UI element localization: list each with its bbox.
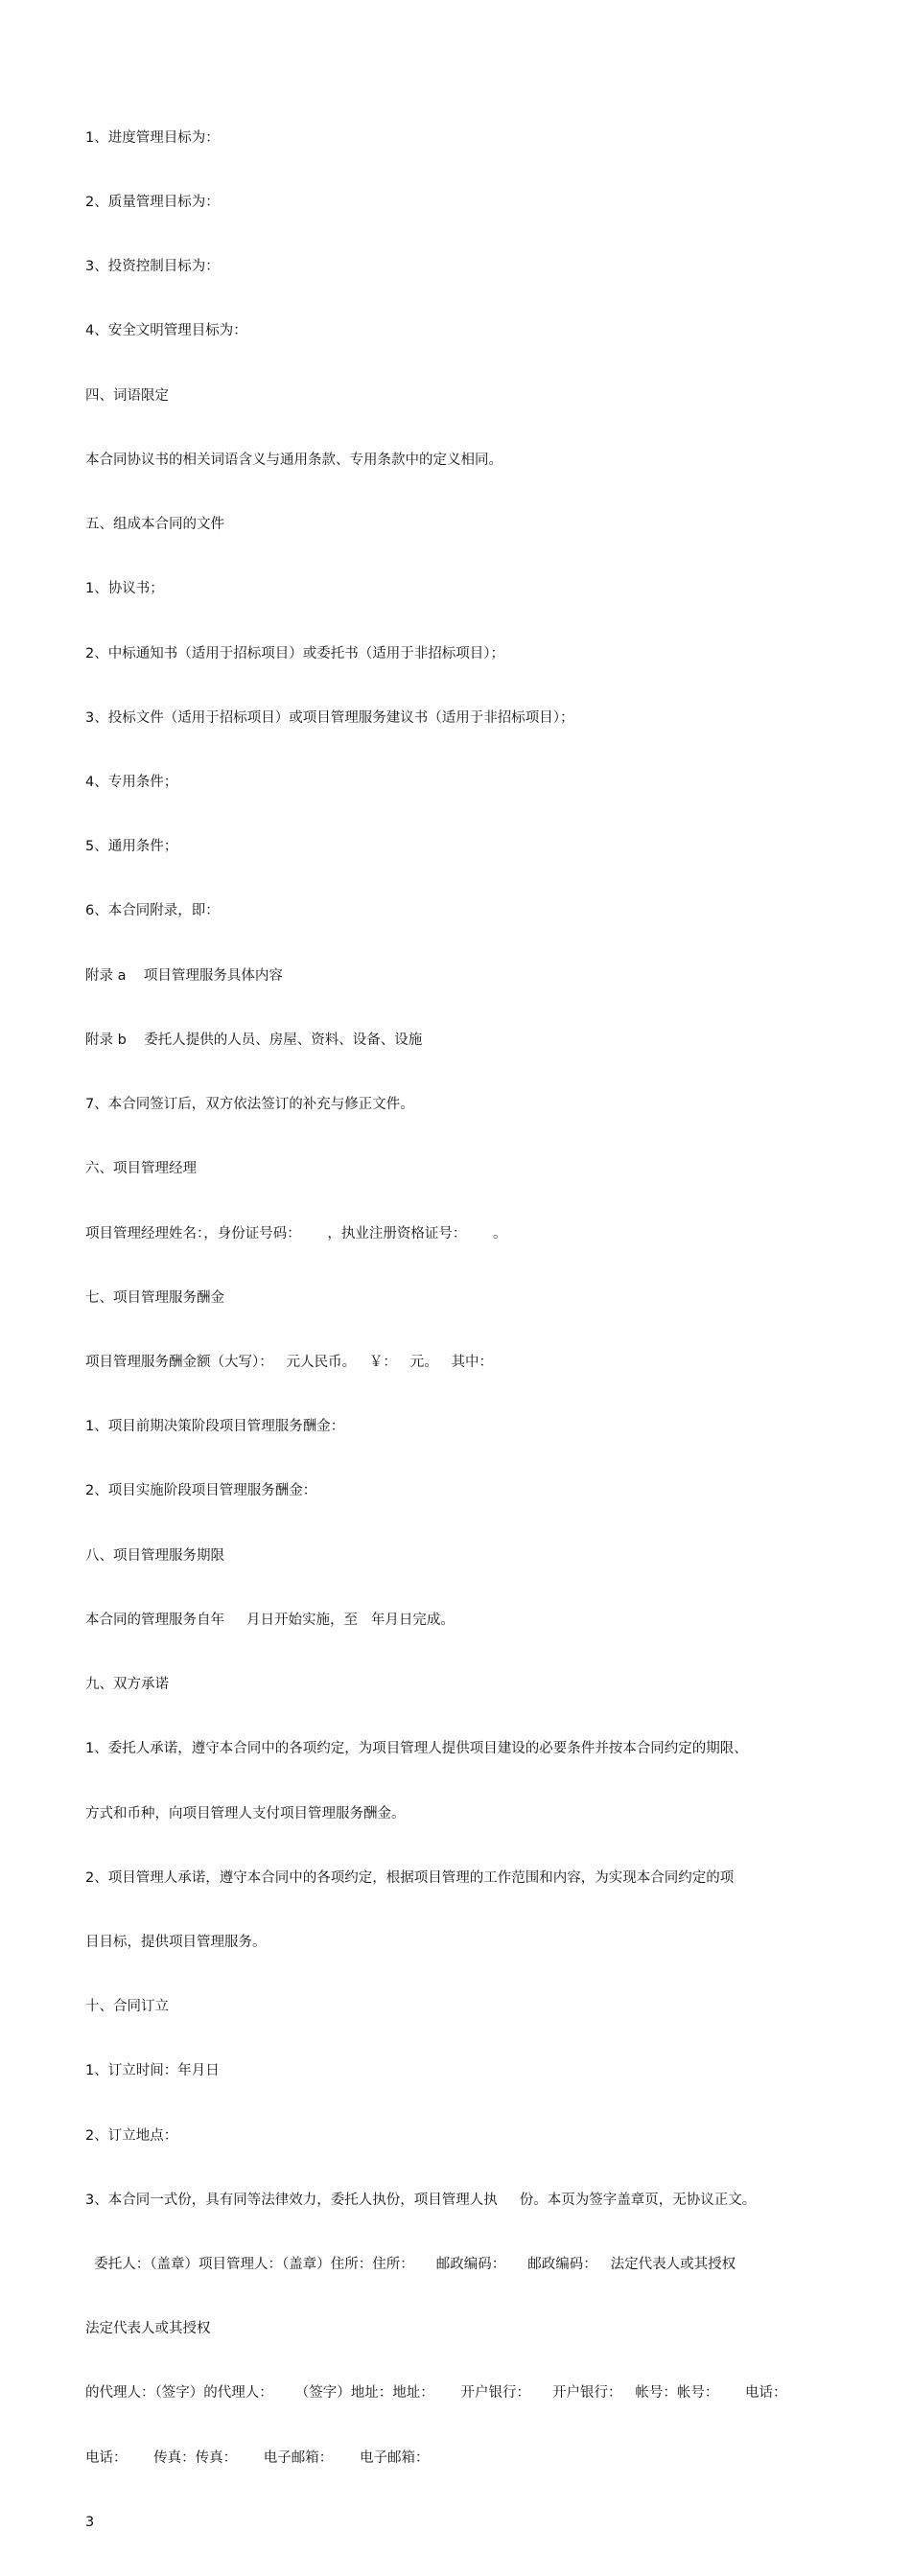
text-line: 项目管理经理姓名：，身份证号码： ，执业注册资格证号： 。	[85, 1225, 507, 1242]
text-line: 1、委托人承诺，遵守本合同中的各项约定，为项目管理人提供项目建设的必要条件并按本合同约定的期限、	[85, 1741, 748, 1757]
text-line: 2、项目管理人承诺，遵守本合同中的各项约定，根据项目管理的工作范围和内容，为实现本合同约定的项	[85, 1869, 735, 1886]
text-line: 4、专用条件；	[85, 775, 178, 790]
text-line: 3、投标文件（适用于招标项目）或项目管理服务建议书（适用于非招标项目）；	[85, 709, 574, 726]
section-heading: 六、项目管理经理	[85, 1161, 197, 1177]
text-line: 附录 b 委托人提供的人员、房屋、资料、设备、设施	[85, 1032, 423, 1048]
section-heading: 十、合同订立	[85, 1999, 169, 2015]
text-line: 5、通用条件；	[85, 839, 178, 855]
text-line: 本合同的管理服务自年 月日开始实施，至 年月日完成。	[85, 1612, 455, 1628]
document-body	[85, 84, 853, 2576]
text-line: 1、订立时间：年月日	[85, 2063, 220, 2079]
text-line: 本合同协议书的相关词语含义与通用条款、专用条款中的定义相同。	[85, 452, 502, 468]
text-line: 2、质量管理目标为：	[85, 195, 220, 211]
text-line: 附录 a 项目管理服务具体内容	[85, 967, 283, 984]
page-number: 3	[85, 2514, 95, 2530]
text-line: 1、进度管理目标为：	[85, 129, 220, 146]
text-line: 4、安全文明管理目标为：	[85, 323, 247, 339]
section-heading: 五、组成本合同的文件	[85, 517, 224, 533]
signature-line: 电话： 传真：传真： 电子邮箱： 电子邮箱：	[85, 2449, 430, 2466]
text-line: 3、投资控制目标为：	[85, 259, 220, 275]
signature-line: 法定代表人或其授权	[85, 2321, 211, 2337]
text-line: 项目管理服务酬金额（大写）： 元人民币。 ￥： 元。 其中：	[85, 1354, 494, 1370]
section-heading: 七、项目管理服务酬金	[85, 1289, 224, 1306]
text-line: 6、本合同附录，即：	[85, 903, 220, 919]
section-heading: 九、双方承诺	[85, 1677, 169, 1693]
text-line: 2、项目实施阶段项目管理服务酬金：	[85, 1483, 317, 1499]
text-line: 2、中标通知书（适用于招标项目）或委托书（适用于非招标项目）；	[85, 645, 504, 661]
text-line: 3、本合同一式份，具有同等法律效力，委托人执份，项目管理人执 份。本页为签字盖章页，无协议正文。	[85, 2192, 757, 2208]
text-line: 2、订立地点：	[85, 2127, 178, 2144]
text-line: 方式和币种，向项目管理人支付项目管理服务酬金。	[85, 1805, 406, 1822]
section-heading: 四、词语限定	[85, 387, 169, 404]
text-line: 1、项目前期决策阶段项目管理服务酬金：	[85, 1419, 345, 1435]
text-line: 1、协议书；	[85, 581, 164, 597]
signature-line: 的代理人：（签字）的代理人： （签字）地址：地址： 开户银行： 开户银行： 帐号：帐号： 电话：	[85, 2385, 787, 2402]
signature-line: 委托人：（盖章）项目管理人：（盖章）住所：住所： 邮政编码： 邮政编码： 法定代表人或其授权	[85, 2257, 736, 2273]
text-line: 目目标，提供项目管理服务。	[85, 1934, 267, 1950]
section-heading: 八、项目管理服务期限	[85, 1547, 224, 1564]
text-line: 7、本合同签订后，双方依法签订的补充与修正文件。	[85, 1097, 414, 1113]
